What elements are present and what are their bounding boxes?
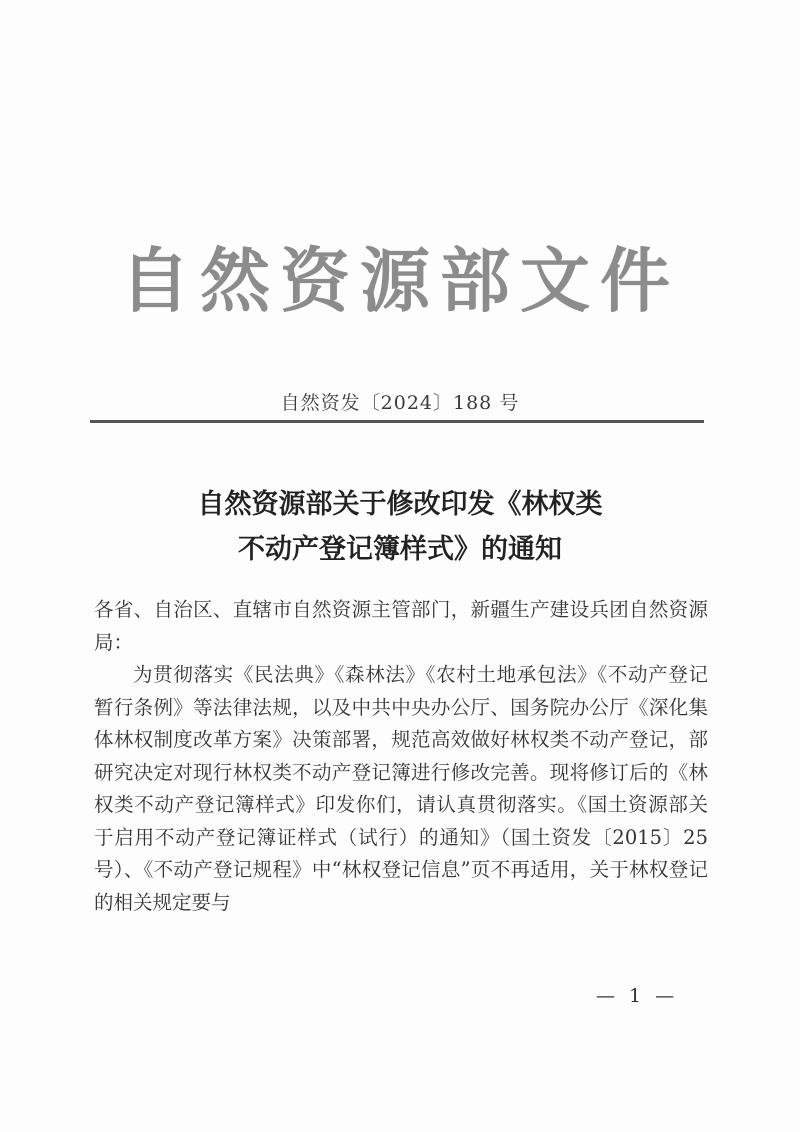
page-number: — 1 —	[596, 985, 679, 1007]
document-number: 自然资发〔2024〕188 号	[280, 392, 520, 414]
masthead: 自然资源部文件	[120, 239, 680, 322]
document-body	[94, 594, 708, 919]
title-line-2: 不动产登记簿样式》的通知	[238, 534, 562, 565]
header-divider	[90, 420, 704, 423]
salutation: 各省、自治区、直辖市自然资源主管部门，新疆生产建设兵团自然资源局：	[94, 598, 708, 654]
body-paragraph: 为贯彻落实《民法典》《森林法》《农村土地承包法》《不动产登记暂行条例》等法律法规，以及中共中央办公厅、国务院办公厅《深化集体林权制度改革方案》决策部署，规范高效做好林权类不动产登记，部研究决定对现行林权类不动产登记簿进行修改完善。现将修订后的《林权类不动产登记簿样式》印发你们，请认真贯彻落实。《国土资源部关于启用不动产登记簿证样式（试行）的通知》（国土资发〔2015〕25 号）、《不动产登记规程》中“林权登记信息”页不再适用，关于林权登记的相关规定要与	[94, 663, 708, 914]
title-line-1: 自然资源部关于修改印发《林权类	[197, 489, 603, 520]
document-title	[0, 482, 800, 572]
